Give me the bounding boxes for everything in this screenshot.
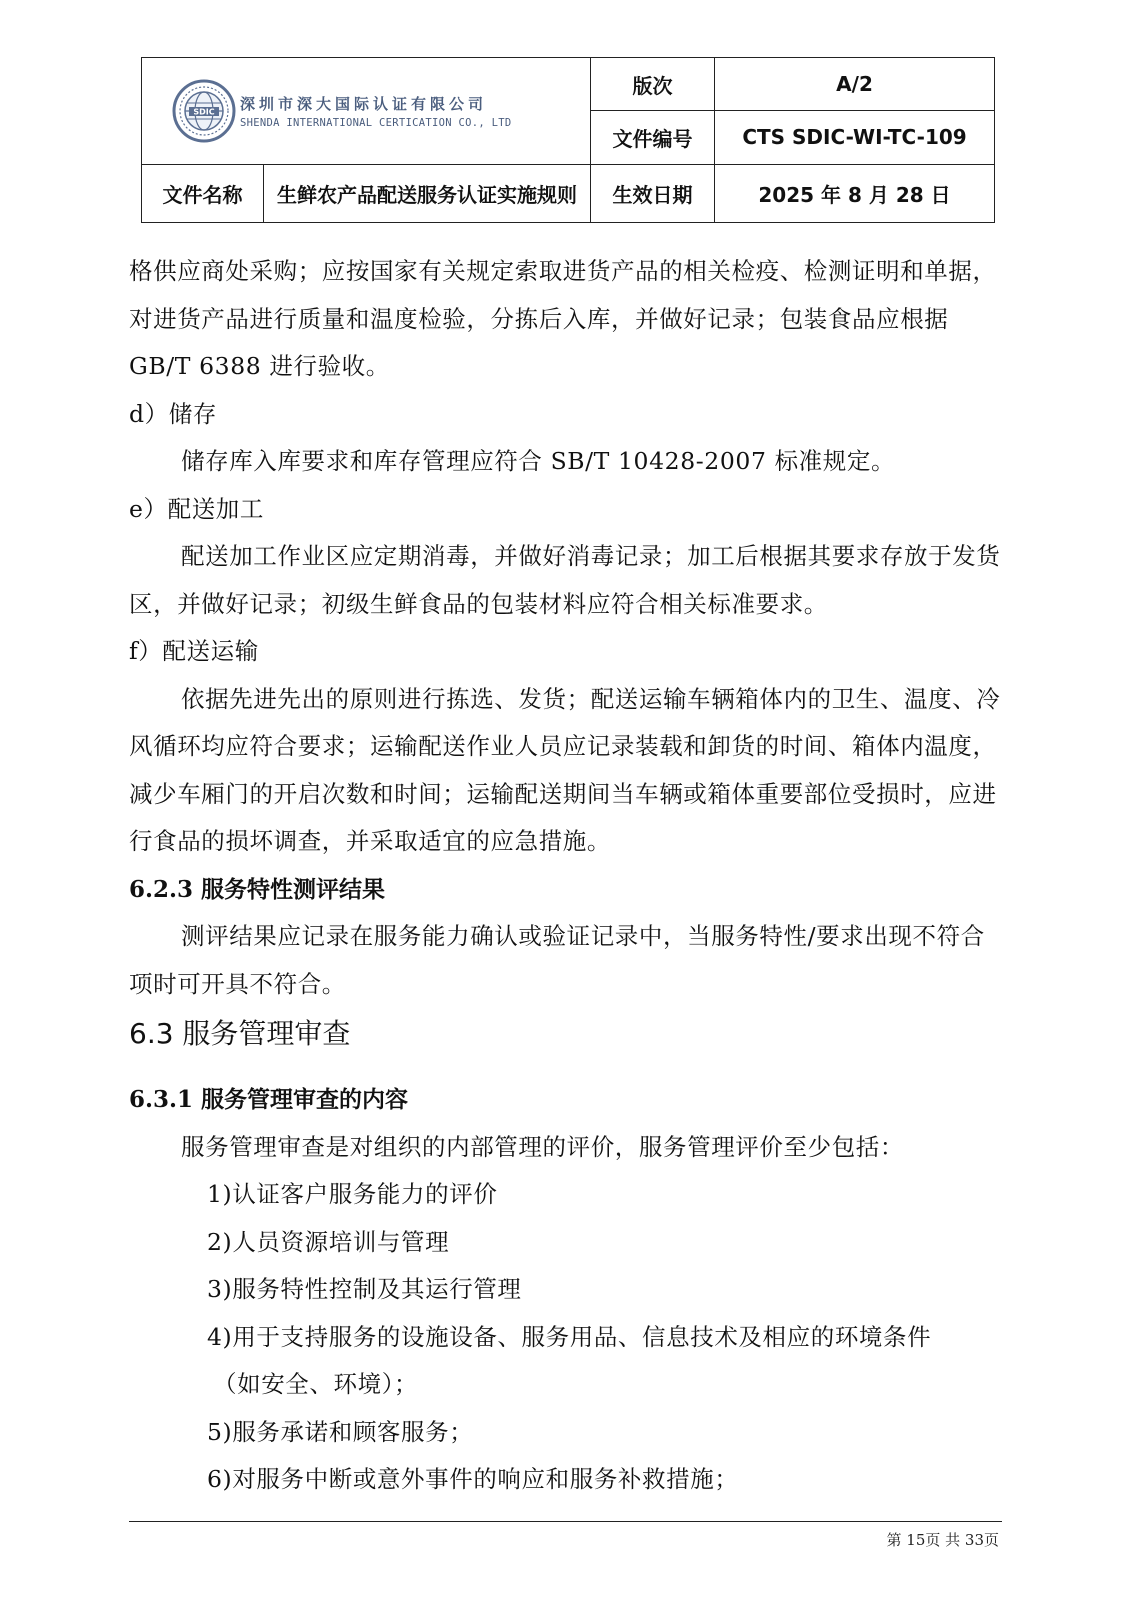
- section-d-text: 储存库入库要求和库存管理应符合 SB/T 10428-2007 标准规定。: [181, 447, 896, 475]
- effective-date-label: 生效日期: [591, 164, 715, 222]
- company-name-en: SHENDA INTERNATIONAL CERTICATION CO., LTD: [240, 116, 512, 129]
- document-name-label: 文件名称: [142, 164, 264, 222]
- document-name-value: 生鲜农产品配送服务认证实施规则: [264, 164, 591, 222]
- list-item: 2)人员资源培训与管理: [207, 1227, 450, 1256]
- section-e-text: 配送加工作业区应定期消毒，并做好消毒记录；加工后根据其要求存放于发货区，并做好记录；初级生鲜食品的包装材料应符合相关标准要求。: [129, 542, 1001, 618]
- company-emblem-icon: [172, 79, 236, 143]
- document-body: [129, 248, 1001, 1504]
- effective-date-value: 2025 年 8 月 28 日: [715, 164, 995, 222]
- section-f-text: 依据先进先出的原则进行拣选、发货；配送运输车辆箱体内的卫生、温度、冷风循环均应符合要求；运输配送作业人员应记录装载和卸货的时间、箱体内温度，减少车厢门的开启次数和时间；运输配送期间当车辆或箱体重要部位受损时，应进行食品的损坏调查，并采取适宜的应急措施。: [129, 684, 1001, 855]
- heading-6-3: 6.3 服务管理审查: [129, 1017, 351, 1050]
- heading-6-2-3: 6.2.3 服务特性测评结果: [129, 875, 386, 903]
- list-item-continuation: （如安全、环境）；: [213, 1370, 419, 1398]
- list-item: 1)认证客户服务能力的评价: [207, 1180, 498, 1208]
- list-item: 5)服务承诺和顾客服务；: [207, 1417, 474, 1446]
- paragraph-6-2-3: 测评结果应记录在服务能力确认或验证记录中，当服务特性/要求出现不符合项时可开具不符合。: [129, 922, 985, 998]
- document-number-label: 文件编号: [591, 111, 715, 164]
- document-number-value: CTS SDIC-WI-TC-109: [715, 111, 995, 164]
- company-name-cn: 深圳市深大国际认证有限公司: [240, 94, 488, 113]
- version-label: 版次: [591, 58, 715, 111]
- version-value: A/2: [715, 58, 995, 111]
- list-item: 4)用于支持服务的设施设备、服务用品、信息技术及相应的环境条件: [207, 1322, 932, 1351]
- paragraph-6-3-1: 服务管理审查是对组织的内部管理的评价，服务管理评价至少包括：: [181, 1132, 904, 1161]
- company-logo-cell: [142, 58, 591, 165]
- svg-text:SDIC: SDIC: [193, 107, 215, 117]
- list-item: 6)对服务中断或意外事件的响应和服务补救措施；: [207, 1465, 739, 1493]
- list-item: 3)服务特性控制及其运行管理: [207, 1275, 522, 1303]
- document-header-table: [141, 57, 995, 223]
- footer-divider: [129, 1521, 1002, 1522]
- section-e-title: e）配送加工: [129, 494, 265, 523]
- section-f-title: f）配送运输: [129, 637, 259, 665]
- paragraph-purchase: 格供应商处采购；应按国家有关规定索取进货产品的相关检疫、检测证明和单据，对进货产品进行质量和温度检验，分拣后入库，并做好记录；包装食品应根据 GB/T 6388 进行验收。: [129, 257, 997, 380]
- heading-6-3-1: 6.3.1 服务管理审查的内容: [129, 1086, 409, 1113]
- page-number: 第 15页 共 33页: [886, 1531, 999, 1549]
- section-d-title: d）储存: [129, 399, 217, 428]
